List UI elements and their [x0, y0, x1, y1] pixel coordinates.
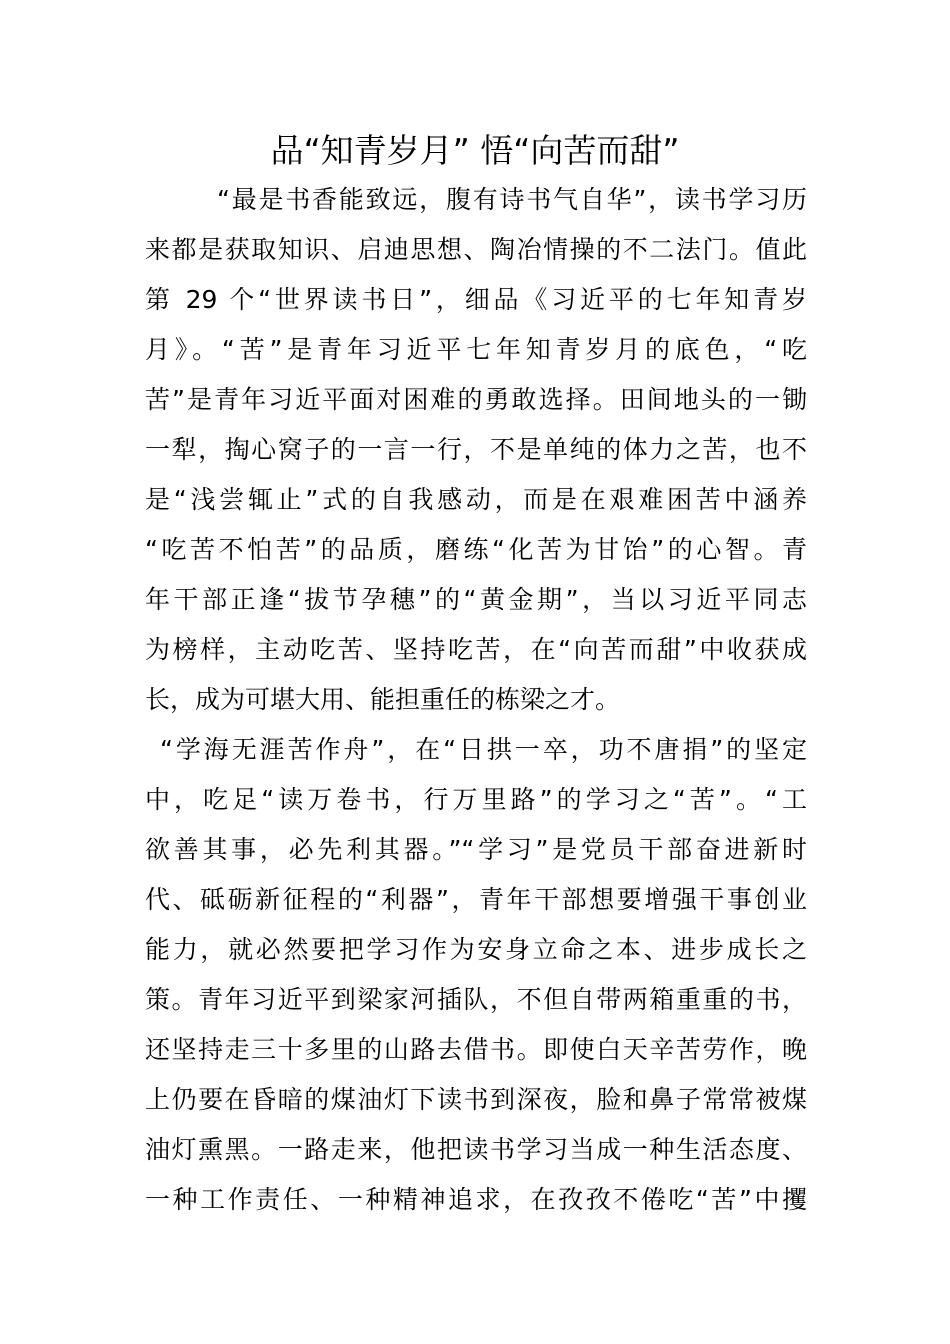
paragraph-1-line: 年干部正逢“拔节孕穗”的“黄金期”，当以习近平同志 [145, 585, 807, 614]
paragraph-1-line: 第 29 个“世界读书日”，细品《习近平的七年知青岁 [145, 285, 807, 314]
paragraph-2-line: 欲善其事，必先利其器。”“学习”是党员干部奋进新时 [145, 835, 807, 864]
paragraph-1-line: 是“浅尝辄止”式的自我感动，而是在艰难困苦中涵养 [145, 485, 807, 514]
paragraph-1-line: 为榜样，主动吃苦、坚持吃苦，在“向苦而甜”中收获成 [145, 635, 807, 664]
document-title: 品“知青岁月” 悟“向苦而甜” [270, 131, 680, 170]
paragraph-2-line: “学海无涯苦作舟”，在“日拱一卒，功不唐捐”的坚定 [160, 735, 807, 764]
paragraph-1-line: 来都是获取知识、启迪思想、陶冶情操的不二法门。值此 [145, 235, 807, 264]
paragraph-1-line: 月》。“苦”是青年习近平七年知青岁月的底色，“吃 [145, 335, 807, 364]
paragraph-2-line: 代、砥砺新征程的“利器”，青年干部想要增强干事创业 [145, 885, 807, 914]
paragraph-1-line: 苦”是青年习近平面对困难的勇敢选择。田间地头的一锄 [145, 385, 807, 414]
paragraph-1-line: 长，成为可堪大用、能担重任的栋梁之才。 [145, 685, 621, 714]
paragraph-2-line: 能力，就必然要把学习作为安身立命之本、进步成长之 [145, 935, 807, 964]
paragraph-2-line: 上仍要在昏暗的煤油灯下读书到深夜，脸和鼻子常常被煤 [145, 1085, 807, 1114]
paragraph-2-line: 一种工作责任、一种精神追求，在孜孜不倦吃“苦”中攫 [145, 1185, 807, 1214]
paragraph-1-line: “吃苦不怕苦”的品质，磨练“化苦为甘饴”的心智。青 [145, 535, 807, 564]
paragraph-1-line: “最是书香能致远，腹有诗书气自华”，读书学习历 [217, 185, 807, 214]
paragraph-2-line: 中，吃足“读万卷书，行万里路”的学习之“苦”。“工 [145, 785, 807, 814]
paragraph-2-line: 油灯熏黑。一路走来，他把读书学习当成一种生活态度、 [145, 1135, 807, 1164]
paragraph-1-line: 一犁，掏心窝子的一言一行，不是单纯的体力之苦，也不 [145, 435, 807, 464]
paragraph-2-line: 还坚持走三十多里的山路去借书。即使白天辛苦劳作，晚 [145, 1035, 807, 1064]
paragraph-2-line: 策。青年习近平到梁家河插队，不但自带两箱重重的书， [145, 985, 807, 1014]
